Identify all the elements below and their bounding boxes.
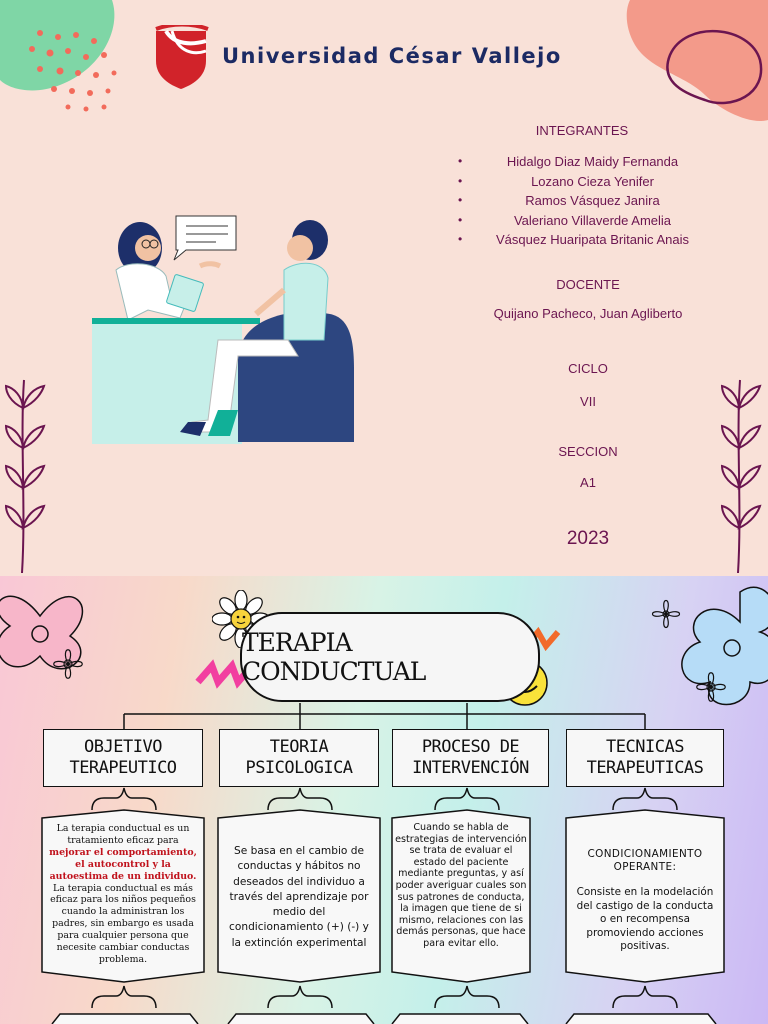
box-title-tecnicas (566, 729, 724, 787)
box-text-teoria: Se basa en el cambio de conductas y hábitos no deseados del individuo a través del aprendizaje por medio del condicionamiento (+) (-) y la extinción experimental (229, 845, 369, 949)
leaf-branch-icon (2, 378, 50, 573)
seccion-label: SECCION (558, 444, 618, 459)
technique-text: Consiste en la modelación del castigo de la conducta o en recompensa promoviendo acciones positivas. (576, 886, 714, 952)
year: 2023 (566, 528, 610, 549)
ciclo-label: CICLO (568, 361, 608, 376)
university-name: Universidad César Vallejo (222, 44, 562, 68)
therapy-session-illustration (88, 210, 363, 450)
box-title-line: TERAPEUTICO (69, 758, 177, 778)
text-segment: La terapia conductual es un tratamiento eficaz para (56, 823, 190, 846)
list-item: • Ramos Vásquez Janira (470, 191, 715, 211)
list-item: • Valeriano Villaverde Amelia (470, 211, 715, 231)
map-title-text: TERAPIA CONDUCTUAL (242, 628, 426, 686)
concept-map-page (0, 576, 768, 1024)
members-list (470, 152, 715, 250)
docente-label: DOCENTE (556, 277, 620, 292)
speech-bubble-icon (174, 216, 236, 260)
list-item: • Vásquez Huaripata Britanic Anais (470, 230, 715, 250)
box-text-tecnicas (572, 848, 718, 954)
box-title-line: TEORIA (269, 737, 329, 757)
box-title-line: PROCESO DE (421, 737, 520, 757)
map-title (240, 612, 540, 702)
box-text-objetivo (46, 823, 200, 966)
dots-pattern-icon (10, 25, 130, 120)
box-title-line: TECNICAS (606, 737, 684, 757)
integrantes-label: INTEGRANTES (535, 123, 629, 138)
box-text-proceso: Cuando se habla de estrategias de intervención se trata de evaluar el estado del paciente mediante preguntas, y así poder averiguar cuales son sus patrones de conducta, la imagen que tiene de si mismo, relaciones con las demás personas, que hace para evitar ello. (395, 822, 527, 949)
box-title-objetivo (43, 729, 203, 787)
box-title-line: PSICOLOGICA (245, 758, 353, 778)
text-highlight: mejorar el comportamiento, el autocontrol y la autoestima de un individuo. (49, 846, 197, 882)
box-title-line: TERAPEUTICAS (586, 758, 704, 778)
technique-heading: CONDICIONAMIENTO OPERANTE: (587, 848, 703, 873)
leaf-branch-icon (718, 378, 766, 573)
text-segment: La terapia conductual es más eficaz para los niños pequeños cuando la administran los padres, sin embargo es usada para cualquier persona que necesite cambiar conductas problema. (50, 882, 196, 965)
box-title-line: OBJETIVO (84, 737, 162, 757)
coral-blob-icon (610, 0, 768, 140)
ucv-logo-icon (152, 25, 210, 91)
ciclo-value: VII (580, 394, 596, 409)
box-title-line: INTERVENCIÓN (412, 758, 529, 778)
box-title-teoria (219, 729, 379, 787)
box-title-proceso (392, 729, 549, 787)
docente-name: Quijano Pacheco, Juan Agliberto (493, 306, 683, 321)
list-item: • Lozano Cieza Yenifer (470, 172, 715, 192)
list-item: • Hidalgo Diaz Maidy Fernanda (470, 152, 715, 172)
seccion-value: A1 (580, 475, 596, 490)
